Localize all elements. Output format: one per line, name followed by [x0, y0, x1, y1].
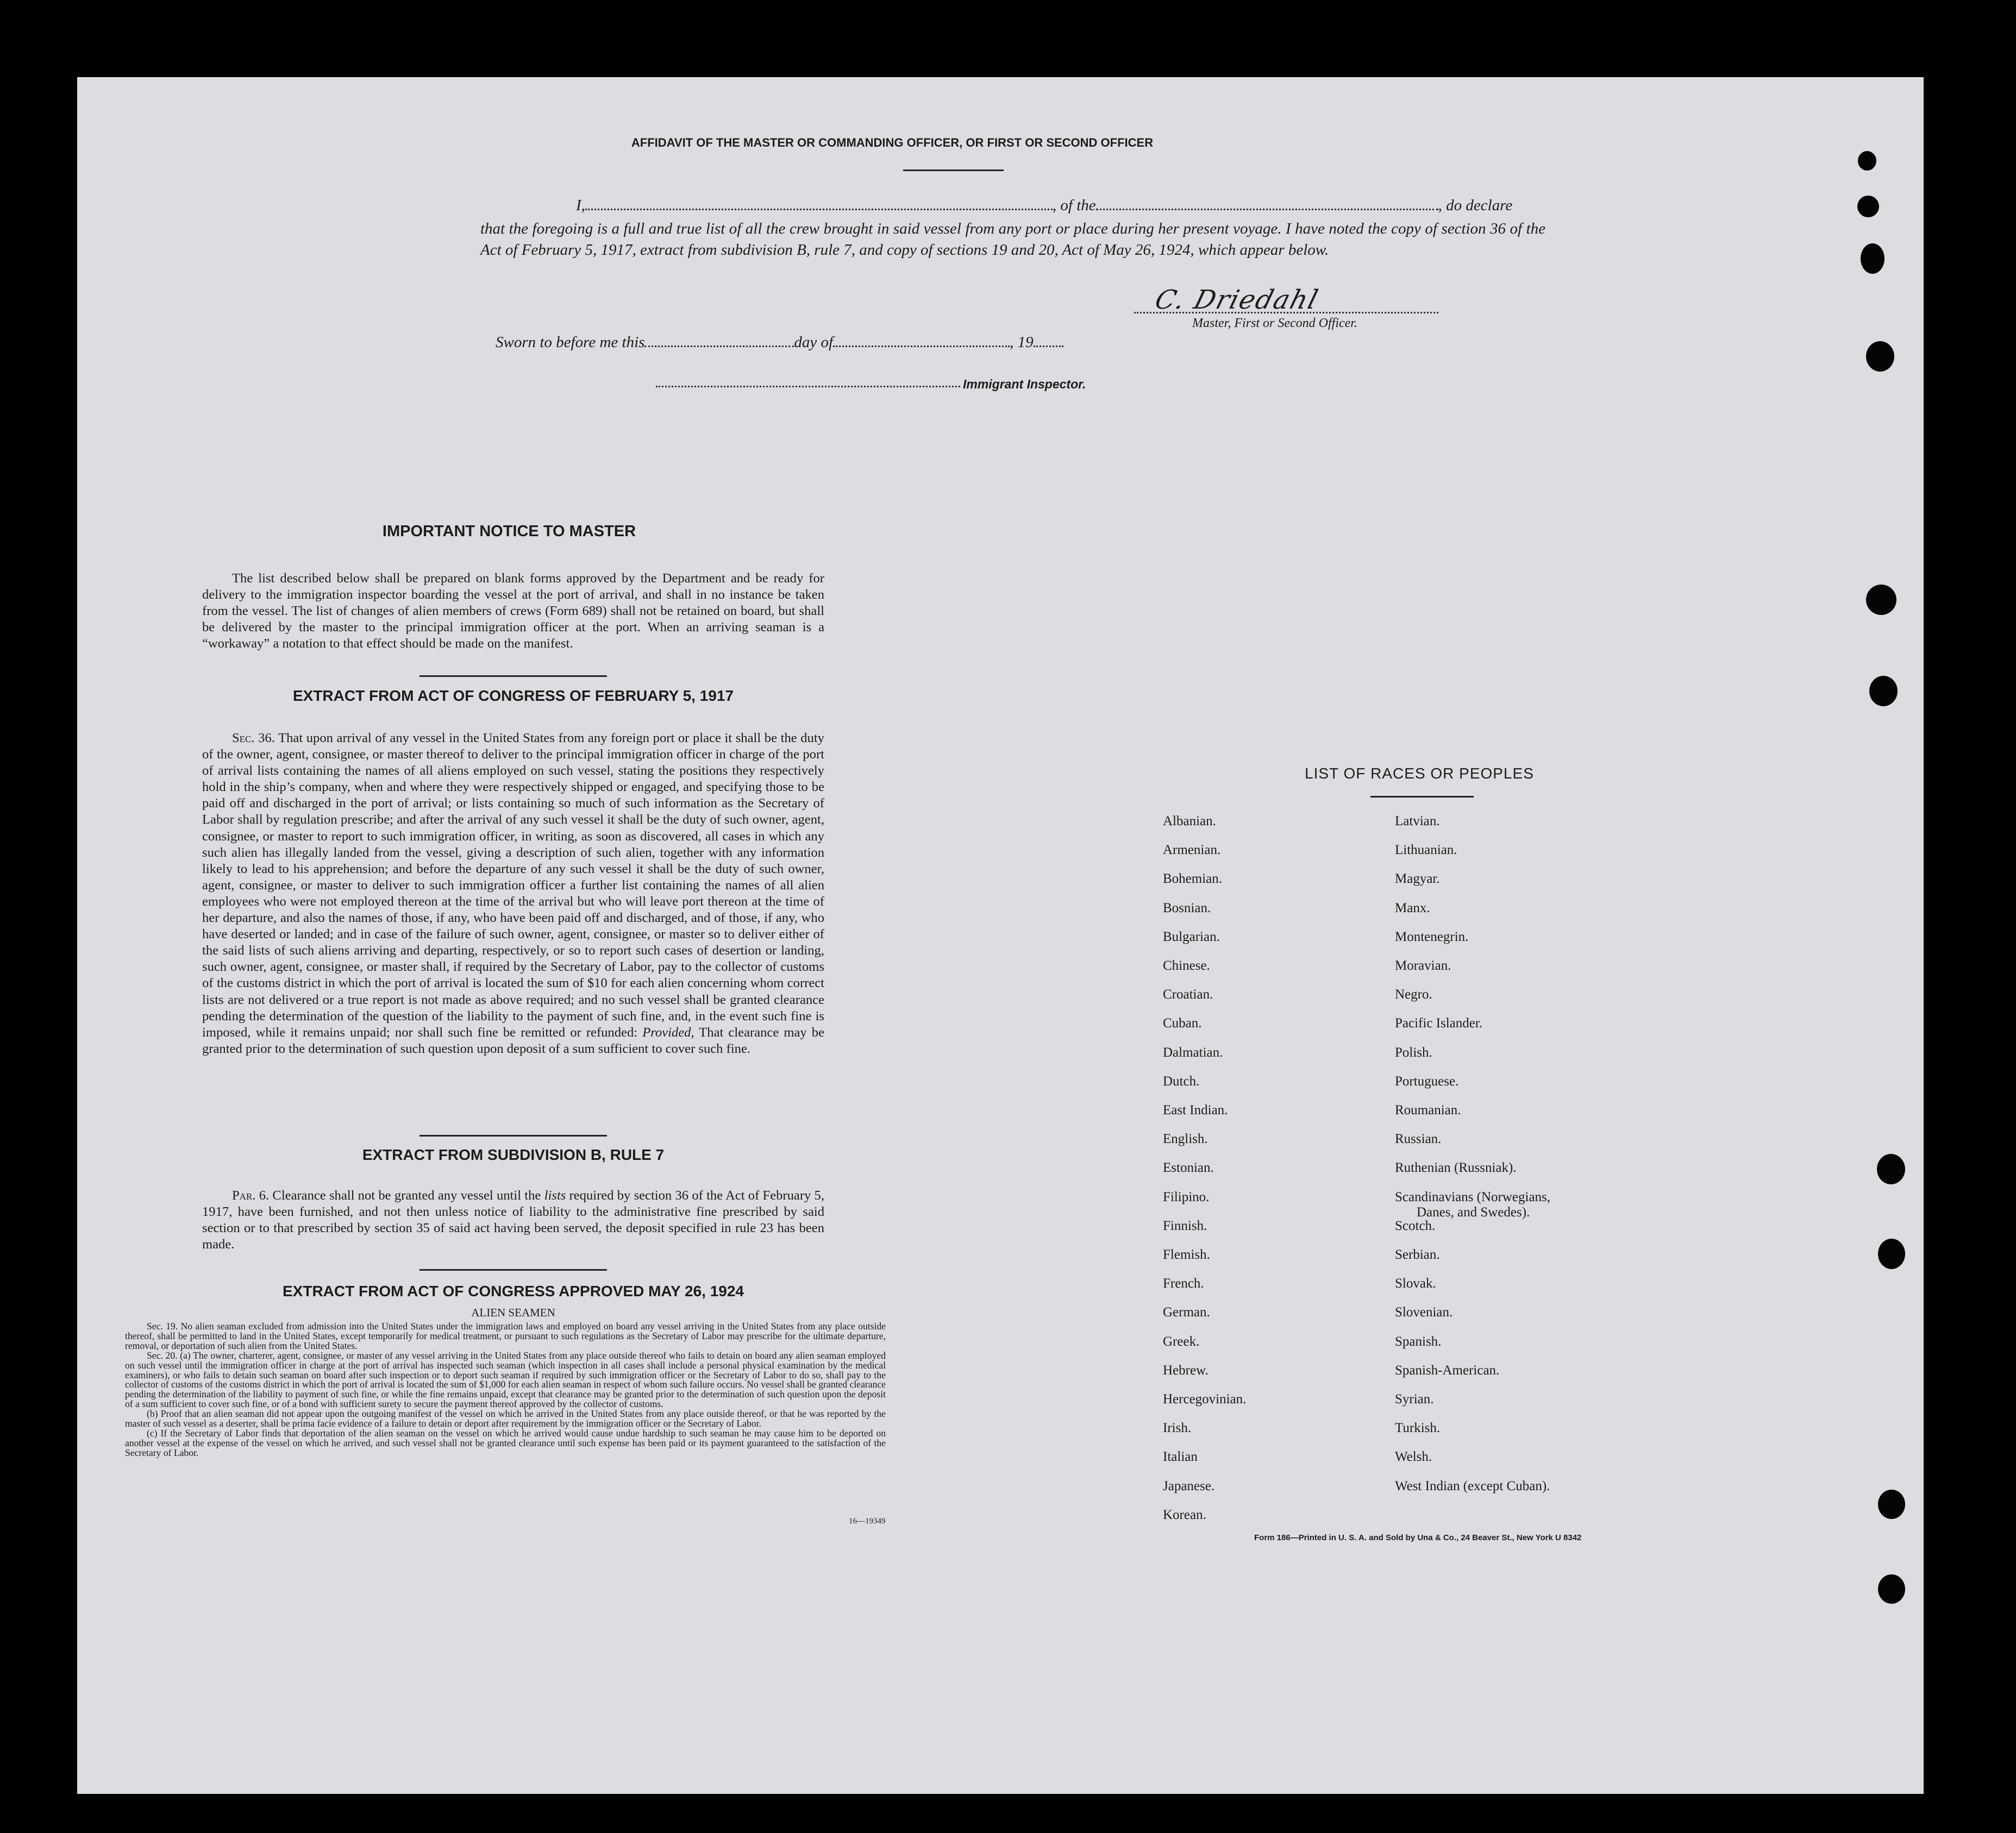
race-item: Lithuanian. [1395, 843, 1457, 858]
document-page [77, 77, 1924, 1794]
par-6-label: Par. 6. [232, 1188, 270, 1203]
sworn-text: Sworn to before me this [496, 334, 645, 351]
race-item: Bosnian. [1163, 900, 1211, 915]
affidavit-title-rule [903, 170, 1004, 171]
sec-36-text-b: That clearance may be granted prior to the determination of such question upon deposit of a sum sufficient to cover such fine. [202, 1025, 824, 1056]
sec-19-text: Sec. 19. No alien seaman excluded from admission into the United States under the immigration laws and employed on board any vessel arriving in the United States from any place outside thereof, shall be permitted to land in the United States, except temporarily for medical treatment, or pursuant to such regulations as the Secretary of Labor may prescribe for the ultimate departure, removal, or deportation of such alien from the United States. [125, 1321, 886, 1351]
race-item: Danes, and Swedes). [1417, 1204, 1530, 1220]
race-item: Hercegovinian. [1163, 1392, 1247, 1407]
extract-1924-body [125, 1322, 886, 1458]
races-title: LIST OF RACES OR PEOPLES [1305, 765, 1534, 782]
race-item: Portuguese. [1395, 1074, 1459, 1089]
provided-word: Provided, [642, 1025, 694, 1040]
punch-hole [1866, 341, 1894, 372]
affidavit-do-declare: , do declare [1438, 197, 1513, 214]
race-item: Scotch. [1395, 1218, 1436, 1233]
punch-hole [1857, 196, 1879, 217]
sworn-day-of: day of [794, 334, 834, 351]
race-item: Bulgarian. [1163, 929, 1220, 944]
punch-hole [1877, 1154, 1905, 1184]
extract-rule7-title: EXTRACT FROM SUBDIVISION B, RULE 7 [362, 1146, 665, 1163]
race-item: Ruthenian (Russniak). [1395, 1160, 1517, 1176]
alien-seamen-subtitle: ALIEN SEAMEN [471, 1306, 555, 1319]
race-item: Cuban. [1163, 1016, 1202, 1031]
race-item: East Indian. [1163, 1103, 1228, 1118]
par-6-text-a: Clearance shall not be granted any vessel until the [272, 1188, 541, 1203]
race-item: Negro. [1395, 987, 1432, 1002]
sec-20a-text: Sec. 20. (a) The owner, charterer, agent, consignee, or master of any vessel arriving in the United States from any place outside thereof who fails to detain on board any alien seaman employed on such vessel until the immigration officer in charge at the port of arrival has inspected such seaman (which inspection in all cases shall include a personal physical examination by the medical examiners), or who fails to detain such seaman on board after such inspection or to deport such seaman if required by such immigration officer or the Secretary of Labor to do so, shall pay to the collector of customs of the customs district in which the port of arrival is located the sum of $1,000 for each alien seaman in respect of whom such failure occurs. No vessel shall be granted clearance pending the determination of the liability to payment of such fine, or while the fine remains unpaid, except that clearance may be granted prior to the determination of such question upon the deposit of a sum sufficient to cover such fine, or of a bond with sufficient surety to secure the payment thereof approved by the collector of customs. [125, 1349, 886, 1410]
affidavit-title: AFFIDAVIT OF THE MASTER OR COMMANDING OFFICER, OR FIRST OR SECOND OFFICER [631, 136, 1154, 149]
signature-caption: Master, First or Second Officer. [1192, 316, 1357, 330]
race-item: Roumanian. [1395, 1103, 1461, 1118]
race-item: Welsh. [1395, 1449, 1432, 1465]
affidavit-of-the: , of the [1052, 197, 1096, 214]
vessel-name-blank[interactable] [1096, 209, 1438, 210]
sworn-year: , 19 [1010, 334, 1034, 351]
race-item: Dalmatian. [1163, 1045, 1223, 1060]
race-item: English. [1163, 1132, 1208, 1147]
punch-hole [1869, 676, 1898, 706]
race-item: Pacific Islander. [1395, 1016, 1483, 1031]
punch-hole [1858, 151, 1876, 171]
race-item: Scandinavians (Norwegians, [1395, 1189, 1551, 1204]
race-item: Magyar. [1395, 871, 1440, 887]
race-item: Albanian. [1163, 814, 1216, 828]
sec-36-label: Sec. 36. [232, 731, 275, 745]
race-item: Flemish. [1163, 1247, 1210, 1262]
print-code: 16—19349 [849, 1517, 886, 1526]
race-item: Latvian. [1395, 814, 1440, 828]
extract-rule7-body [202, 1188, 824, 1253]
race-item: Italian [1163, 1449, 1198, 1465]
race-item: Estonian. [1163, 1160, 1214, 1176]
races-title-rule [1370, 796, 1474, 798]
race-item: Finnish. [1163, 1218, 1207, 1233]
punch-hole [1878, 1574, 1905, 1604]
race-item: Dutch. [1163, 1074, 1200, 1089]
sec-36-text-a: That upon arrival of any vessel in the United States from any foreign port or place it shall be the duty of the owner, agent, consignee, or master thereof to deliver to the principal immigration officer in charge of the port of arrival lists containing the names of all aliens employed on such vessel, stating the positions they respectively hold in the ship’s company, when and where they were respectively shipped or engaged, and specifying those to be paid off and discharged in the port of arrival; or lists containing so much of such information as the Secretary of Labor shall by regulation prescribe; and after the arrival of any such vessel it shall be the duty of such owner, agent, consignee, or master to report to such immigration officer, in writing, as soon as discovered, all cases in which any such alien has illegally landed from the vessel, giving a description of such alien, together with any information likely to lead to his apprehension; and before the departure of any such vessel it shall be the duty of such owner, agent, consignee, or master to deliver to such immigration officer a further list containing the names of all alien employees who were not employed thereon at the time of the arrival but who will leave port thereon at the time of her departure, and also the names of those, if any, who have been paid off and discharged, and of those, if any, who have deserted or landed; and in case of the failure of such owner, agent, consignee, or master so to deliver either of the said lists of such aliens arriving and departing, respectively, or so to report such cases of desertion or landing, such owner, agent, consignee, or master shall, if required by the Secretary of Labor, pay to the collector of customs of the customs district in which the port of arrival is located the sum of $10 for each alien concerning whom correct lists are not delivered or a true report is not made as above required; and no such vessel shall be granted clearance pending the determination of the question of the liability to the payment of such fine, and, in the event such fine is imposed, while it remains unpaid; nor shall such fine be remitted or refunded: [202, 731, 824, 1040]
sworn-day-blank[interactable] [644, 346, 794, 347]
sworn-month-blank[interactable] [833, 346, 1010, 347]
race-item: West Indian (except Cuban). [1395, 1478, 1550, 1493]
lists-word: lists [544, 1188, 566, 1203]
sworn-year-blank[interactable] [1034, 346, 1063, 347]
notice-text: The list described below shall be prepared on blank forms approved by the Department and be ready for delivery to the immigration inspector boarding the vessel at the port of arrival, and shall in no instance be taken from the vessel. The list of changes of alien members of crews (Form 689) shall not be retained on board, but shall be delivered by the master to the principal immigration officer at the port. When an arriving seaman is a “workaway” a notation to that effect should be made on the manifest. [202, 571, 824, 651]
race-item: Spanish-American. [1395, 1363, 1500, 1378]
race-item: Chinese. [1163, 958, 1210, 973]
notice-title: IMPORTANT NOTICE TO MASTER [382, 523, 636, 540]
race-item: Hebrew. [1163, 1363, 1209, 1378]
affidavit-i: I, [576, 197, 585, 214]
race-item: Montenegrin. [1395, 929, 1469, 944]
race-item: French. [1163, 1276, 1204, 1291]
punch-hole [1866, 585, 1896, 615]
officer-signature: C. Driedahl [1151, 285, 1322, 315]
notice-rule [420, 675, 607, 677]
race-item: Irish. [1163, 1421, 1192, 1436]
extract-1924-title: EXTRACT FROM ACT OF CONGRESS APPROVED MAY 26, 1924 [283, 1283, 744, 1300]
race-item: Turkish. [1395, 1421, 1441, 1436]
race-item: Croatian. [1163, 987, 1213, 1002]
par-6-text-b: required by section 36 of the Act of February 5, 1917, have been furnished, and not then unless notice of liability to the administrative fine prescribed by said section or to that prescribed by section 35 of said act having been served, the deposit specified in rule 23 has been made. [202, 1188, 825, 1252]
race-item: German. [1163, 1305, 1210, 1320]
form-footer: Form 186—Printed in U. S. A. and Sold by Una & Co., 24 Beaver St., New York U 8342 [1254, 1533, 1582, 1542]
extract-1917-body [202, 730, 824, 1057]
sec-20b-text: (b) Proof that an alien seaman did not appear upon the outgoing manifest of the vessel on which he arrived in the United States from any place outside thereof, or that he was reported by the master of such vessel as a deserter, shall be prima facie evidence of a failure to detain or deport after requirement by the immigration officer or the Secretary of Labor. [125, 1408, 886, 1429]
extract-1917-title: EXTRACT FROM ACT OF CONGRESS OF FEBRUARY 5, 1917 [292, 687, 734, 704]
master-name-blank[interactable] [585, 209, 1053, 210]
punch-hole [1878, 1239, 1905, 1269]
race-item: Slovenian. [1395, 1305, 1453, 1320]
race-item: Serbian. [1395, 1247, 1440, 1262]
punch-hole [1861, 243, 1884, 274]
race-item: Armenian. [1163, 843, 1221, 858]
race-item: Korean. [1163, 1507, 1206, 1522]
race-item: Spanish. [1395, 1334, 1442, 1349]
race-item: Russian. [1395, 1132, 1442, 1147]
affidavit-body: that the foregoing is a full and true list of all the crew brought in said vessel from any port or place during her present voyage. I have noted the copy of section 36 of the Act of February 5, 1917, extract from subdivision B, rule 7, and copy of sections 19 and 20, Act of May 26, 1924, which appear below. [480, 220, 1545, 259]
race-item: Syrian. [1395, 1392, 1434, 1407]
extract-rule7-rule [420, 1269, 607, 1271]
race-item: Moravian. [1395, 958, 1451, 973]
race-item: Greek. [1163, 1334, 1200, 1349]
race-item: Manx. [1395, 900, 1430, 915]
sworn-line [496, 334, 1063, 351]
notice-body [202, 570, 824, 652]
sec-20c-text: (c) If the Secretary of Labor finds that deportation of the alien seaman on the vessel on which he arrived would cause undue hardship to such seaman he may cause him to be deported on another vessel at the expense of the vessel on which he arrived, and such vessel shall not be granted clearance until such expense has been paid or its payment guaranteed to the satisfaction of the Secretary of Labor. [125, 1427, 886, 1458]
race-item: Japanese. [1163, 1478, 1215, 1493]
inspector-signature-blank[interactable] [656, 386, 960, 387]
punch-hole [1878, 1490, 1905, 1519]
affidavit-declaration-line [480, 197, 1545, 215]
race-item: Polish. [1395, 1045, 1432, 1060]
signature-line [1134, 312, 1438, 313]
race-item: Bohemian. [1163, 871, 1223, 887]
extract-1917-rule [420, 1135, 607, 1137]
inspector-caption: Immigrant Inspector. [963, 377, 1086, 391]
race-item: Filipino. [1163, 1189, 1210, 1204]
race-item: Slovak. [1395, 1276, 1436, 1291]
